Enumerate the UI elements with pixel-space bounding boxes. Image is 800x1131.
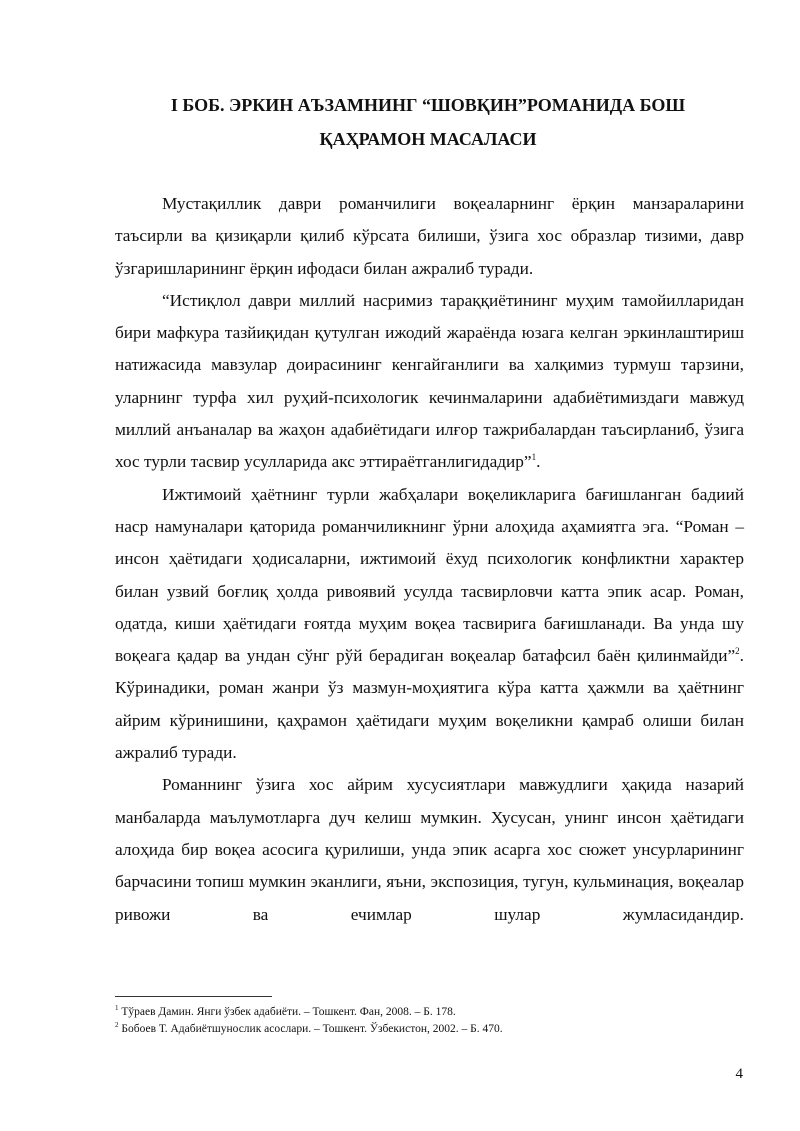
paragraph-text: “Истиқлол даври миллий насримиз тараққиётининг муҳим тамойилларидан бири мафкура тазйиқидан қутулган ижодий жараёнда юзага келган эркинлаштириш натижасида мавзулар доирасининг кенгайганлиги ва халқимиз турмуш тарзини, уларнинг турфа хил руҳий-психологик кечинмаларини адабиётимиздаги мавжуд миллий анъаналар ва жаҳон адабиётидаги илғор тажрибалардан таъсирланиб, ўзига хос турли тасвир усулларида акс эттираётганлигидадир” xyxy=(115,290,744,472)
footnote-text: Бобоев Т. Адабиётшунослик асослари. – Тошкент. Ўзбекистон, 2002. – Б. 470. xyxy=(121,1023,503,1035)
paragraph-text-after: . xyxy=(536,452,541,472)
footnote-text: Тўраев Дамин. Янги ўзбек адабиёти. – Тошкент. Фан, 2008. – Б. 178. xyxy=(121,1006,456,1018)
footnotes xyxy=(115,1004,744,1038)
paragraph-4 xyxy=(115,769,744,930)
paragraph-text: Мустақиллик даври романчилиги воқеаларнинг ёрқин манзараларини таъсирли ва қизиқарли қилиб кўрсата билиши, ўзига хос образлар тизими, давр ўзгаришларининг ёрқин ифодаси билан ажралиб туради. xyxy=(115,194,744,278)
footnote-ref-2[interactable]: 2 xyxy=(735,646,740,657)
footnote-2 xyxy=(115,1021,744,1038)
footnote-divider xyxy=(115,996,272,997)
footnote-ref-1[interactable]: 1 xyxy=(531,452,537,463)
paragraph-text-after: . Кўринадики, роман жанри ўз мазмун-моҳиятига кўра катта ҳажмли ва ҳаётнинг айрим кўринишини, қаҳрамон ҳаётидаги муҳим воқеликни қамраб олиши билан ажралиб туради. xyxy=(115,646,744,763)
paragraph-2 xyxy=(115,285,744,479)
paragraph-text: Ижтимоий ҳаётнинг турли жабҳалари воқеликларига бағишланган бадиий наср намуналари қаторида романчиликнинг ўрни алоҳида аҳамиятга эга. “Роман – инсон ҳаётидаги ҳодисаларни, ижтимоий ёхуд психологик конфликтни характер билан узвий боғлиқ ҳолда ривоявий усулда тасвирловчи катта эпик асар. Роман, одатда, киши ҳаётидаги ғоятда муҳим воқеа тасвирига бағишланади. Ва унда шу воқеага қадар ва ундан сўнг рўй берадиган воқеалар батафсил баён қилинмайди” xyxy=(115,484,744,666)
footnote-1 xyxy=(115,1004,744,1021)
page-number: 4 xyxy=(735,1066,743,1082)
body-text xyxy=(115,188,744,931)
paragraph-text: Романнинг ўзига хос айрим хусусиятлари мавжудлиги ҳақида назарий манбаларда маълумотларга дуч келиш мумкин. Хусусан, унинг инсон ҳаётидаги алоҳида бир воқеа асосига қурилиши, унда эпик асарга хос сюжет унсурларининг барчасини топиш мумкин эканлиги, яъни, экспозиция, тугун, кульминация, воқеалар ривожи ва ечимлар шулар жумласидандир. xyxy=(115,775,744,924)
paragraph-1 xyxy=(115,188,744,285)
chapter-title-line-2: ҚАҲРАМОН МАСАЛАСИ xyxy=(319,129,537,149)
paragraph-3 xyxy=(115,479,744,770)
chapter-title-line-1: I БОБ. ЭРКИН АЪЗАМНИНГ “ШОВҚИН”РОМАНИДА БОШ xyxy=(170,95,686,115)
footnote-mark: 1 xyxy=(115,1004,119,1013)
footnote-mark: 2 xyxy=(115,1021,119,1030)
chapter-title xyxy=(112,88,744,156)
